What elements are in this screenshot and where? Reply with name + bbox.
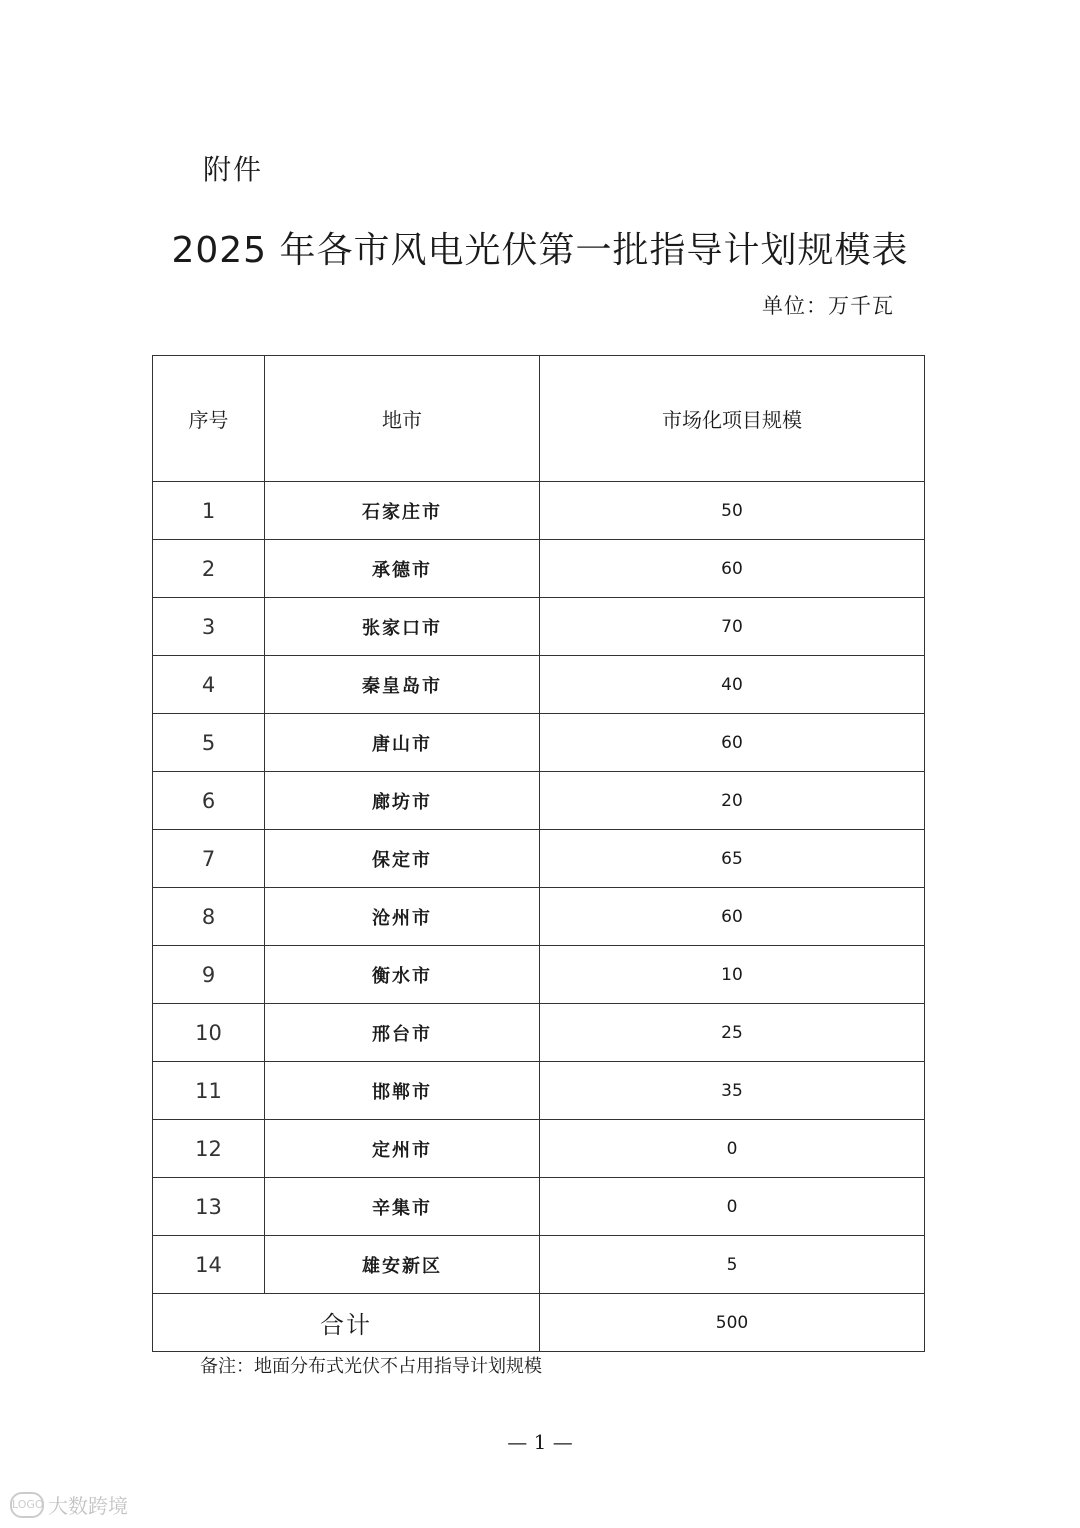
- table-row: [153, 946, 925, 1004]
- table-row: [153, 656, 925, 714]
- page-number: — 1 —: [507, 1430, 573, 1454]
- table-row: [153, 1062, 925, 1120]
- table-row: [153, 482, 925, 540]
- seq-cell: 7: [153, 830, 265, 888]
- seq-cell: 5: [153, 714, 265, 772]
- seq-cell: 9: [153, 946, 265, 1004]
- value-cell: 35: [540, 1062, 925, 1120]
- watermark-logo-icon: LOGO: [10, 1492, 44, 1518]
- header-seq: 序号: [153, 356, 265, 482]
- table-row: [153, 1236, 925, 1294]
- header-city: 地市: [265, 356, 540, 482]
- table-body: [153, 482, 925, 1352]
- city-cell: 唐山市: [265, 714, 540, 772]
- table-row: [153, 1120, 925, 1178]
- city-cell: 衡水市: [265, 946, 540, 1004]
- value-cell: 10: [540, 946, 925, 1004]
- city-cell: 邢台市: [265, 1004, 540, 1062]
- city-cell: 辛集市: [265, 1178, 540, 1236]
- value-cell: 25: [540, 1004, 925, 1062]
- remark-note: 备注：地面分布式光伏不占用指导计划规模: [200, 1356, 542, 1377]
- table-header-row: [153, 356, 925, 482]
- page-title: 2025 年各市风电光伏第一批指导计划规模表: [171, 230, 909, 271]
- table-row: [153, 1004, 925, 1062]
- table-row: [153, 888, 925, 946]
- value-cell: 60: [540, 540, 925, 598]
- city-cell: 秦皇岛市: [265, 656, 540, 714]
- seq-cell: 2: [153, 540, 265, 598]
- seq-cell: 12: [153, 1120, 265, 1178]
- value-cell: 0: [540, 1120, 925, 1178]
- seq-cell: 1: [153, 482, 265, 540]
- city-cell: 承德市: [265, 540, 540, 598]
- table-row: [153, 1178, 925, 1236]
- city-cell: 廊坊市: [265, 772, 540, 830]
- table-row: [153, 830, 925, 888]
- seq-cell: 3: [153, 598, 265, 656]
- value-cell: 70: [540, 598, 925, 656]
- city-cell: 张家口市: [265, 598, 540, 656]
- seq-cell: 10: [153, 1004, 265, 1062]
- unit-note: 单位：万千瓦: [762, 294, 894, 318]
- table-row: [153, 772, 925, 830]
- watermark-text: 大数跨境: [48, 1494, 128, 1518]
- city-cell: 沧州市: [265, 888, 540, 946]
- value-cell: 60: [540, 888, 925, 946]
- city-cell: 定州市: [265, 1120, 540, 1178]
- watermark: [10, 1490, 128, 1519]
- table-row: [153, 714, 925, 772]
- attachment-label: 附件: [203, 153, 264, 186]
- total-row: [153, 1294, 925, 1352]
- seq-cell: 11: [153, 1062, 265, 1120]
- seq-cell: 8: [153, 888, 265, 946]
- value-cell: 0: [540, 1178, 925, 1236]
- value-cell: 5: [540, 1236, 925, 1294]
- table-row: [153, 598, 925, 656]
- city-cell: 雄安新区: [265, 1236, 540, 1294]
- scale-table: [152, 355, 925, 1352]
- seq-cell: 13: [153, 1178, 265, 1236]
- value-cell: 65: [540, 830, 925, 888]
- seq-cell: 4: [153, 656, 265, 714]
- value-cell: 50: [540, 482, 925, 540]
- city-cell: 石家庄市: [265, 482, 540, 540]
- seq-cell: 14: [153, 1236, 265, 1294]
- city-cell: 邯郸市: [265, 1062, 540, 1120]
- table-row: [153, 540, 925, 598]
- total-label: 合计: [153, 1294, 540, 1352]
- value-cell: 60: [540, 714, 925, 772]
- header-value: 市场化项目规模: [540, 356, 925, 482]
- total-value: 500: [540, 1294, 925, 1352]
- seq-cell: 6: [153, 772, 265, 830]
- city-cell: 保定市: [265, 830, 540, 888]
- value-cell: 20: [540, 772, 925, 830]
- value-cell: 40: [540, 656, 925, 714]
